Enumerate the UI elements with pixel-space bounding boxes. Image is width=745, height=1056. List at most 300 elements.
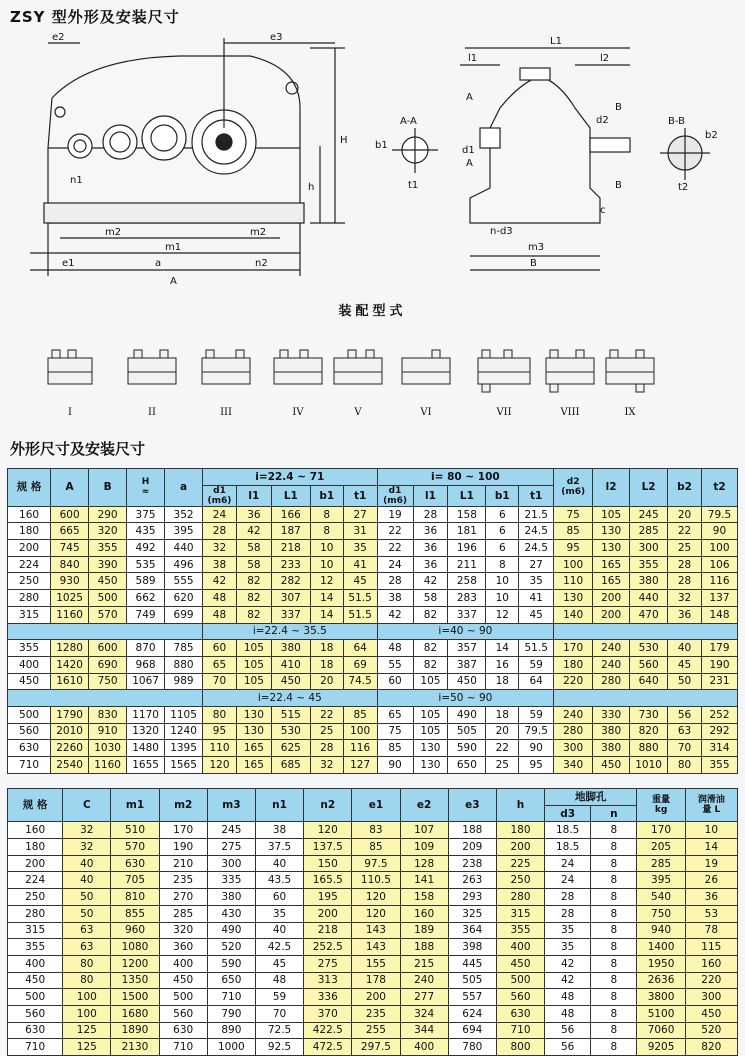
value-cell: 337 [448,606,486,623]
value-cell: 1105 [165,706,203,723]
value-cell: 1240 [165,723,203,740]
value-cell: 18 [486,706,519,723]
table-row [8,955,738,972]
value-cell: 43.5 [255,872,303,889]
value-cell: 42 [545,972,591,989]
value-cell: 107 [400,822,448,839]
value-cell: 35 [545,922,591,939]
value-cell: 59 [519,706,554,723]
value-cell: 190 [701,656,737,673]
value-cell: 75 [554,506,593,523]
value-cell: 395 [165,523,203,540]
value-cell: 283 [448,590,486,607]
value-cell: 60 [255,889,303,906]
value-cell: 211 [448,556,486,573]
value-cell: 150 [304,855,352,872]
value-cell: 28 [545,905,591,922]
value-cell: 60 [377,673,413,690]
value-cell: 130 [593,540,630,557]
value-cell: 235 [159,872,207,889]
spec-cell: 450 [8,673,51,690]
value-cell: 520 [685,1022,737,1039]
value-cell: 940 [637,922,685,939]
value-cell: 324 [400,1005,448,1022]
value-cell: 36 [685,889,737,906]
page-title: ZSY 型外形及安装尺寸 [10,8,180,26]
header-spec: 规 格 [8,469,51,507]
spec-cell: 180 [8,839,63,856]
spec-cell: 500 [8,989,63,1006]
value-cell: 80 [63,972,111,989]
dim-e2: e2 [52,32,65,43]
value-cell: 48 [377,640,413,657]
value-cell: 18 [310,656,343,673]
value-cell: 600 [51,506,89,523]
value-cell: 63 [63,922,111,939]
value-cell: 92.5 [255,1039,303,1056]
value-cell: 105 [413,723,448,740]
header-spec: 规 格 [8,789,63,822]
value-cell: 1680 [111,1005,159,1022]
value-cell: 109 [400,839,448,856]
header-ratio-group-2: i= 80 ~ 100 [377,469,554,486]
value-cell: 3800 [637,989,685,1006]
value-cell: 27 [343,506,377,523]
value-cell: 36 [413,523,448,540]
value-cell: 28 [310,740,343,757]
value-cell: 390 [89,556,127,573]
header-A: A [51,469,89,507]
value-cell: 24.5 [519,540,554,557]
value-cell: 785 [165,640,203,657]
value-cell: 662 [127,590,165,607]
value-cell: 42 [236,523,271,540]
value-cell: 6 [486,506,519,523]
assembly-type-1 [40,338,100,418]
value-cell: 48 [203,590,237,607]
value-cell: 650 [448,757,486,774]
value-cell: 24.5 [519,523,554,540]
value-cell: 1500 [111,989,159,1006]
value-cell: 275 [207,839,255,856]
value-cell: 25 [310,723,343,740]
value-cell: 505 [448,972,496,989]
value-cell: 8 [591,855,637,872]
table-row [8,939,738,956]
spec-cell: 180 [8,523,51,540]
value-cell: 78 [685,922,737,939]
value-cell: 300 [685,989,737,1006]
value-cell: 48 [545,989,591,1006]
value-cell: 450 [448,673,486,690]
value-cell: 200 [352,989,400,1006]
header-d1-tol: (m6) [207,495,232,506]
table-row [8,523,738,540]
value-cell: 41 [519,590,554,607]
value-cell: 280 [593,673,630,690]
value-cell: 120 [352,889,400,906]
value-cell: 97.5 [352,855,400,872]
value-cell: 705 [111,872,159,889]
value-cell: 320 [89,523,127,540]
value-cell: 490 [448,706,486,723]
value-cell: 560 [630,656,668,673]
value-cell: 500 [159,989,207,1006]
value-cell: 18 [310,640,343,657]
value-cell: 285 [637,855,685,872]
dim-d1: d1 [462,145,475,156]
value-cell: 2260 [51,740,89,757]
value-cell: 140 [554,606,593,623]
value-cell: 85 [377,740,413,757]
value-cell: 83 [352,822,400,839]
value-cell: 470 [630,606,668,623]
value-cell: 178 [352,972,400,989]
value-cell: 59 [519,656,554,673]
ratio-group-row [8,690,738,707]
dim-e1: e1 [62,258,75,269]
value-cell: 297.5 [352,1039,400,1056]
value-cell: 435 [127,523,165,540]
value-cell: 8 [591,1022,637,1039]
header-H [127,469,165,507]
assembly-types [40,338,720,418]
value-cell: 45 [519,606,554,623]
value-cell: 500 [89,590,127,607]
value-cell: 51.5 [343,606,377,623]
value-cell: 450 [271,673,310,690]
value-cell: 290 [89,506,127,523]
value-cell: 110 [554,573,593,590]
header-d2-tol: (m6) [561,487,586,498]
header-d2-label: d2 [566,477,580,488]
spec-cell: 710 [8,757,51,774]
value-cell: 170 [637,822,685,839]
value-cell: 410 [271,656,310,673]
table-row [8,556,738,573]
value-cell: 665 [51,523,89,540]
value-cell: 1950 [637,955,685,972]
value-cell: 10 [310,540,343,557]
value-cell: 589 [127,573,165,590]
value-cell: 209 [448,839,496,856]
value-cell: 110.5 [352,872,400,889]
value-cell: 880 [165,656,203,673]
header-H-label: H [141,477,150,488]
spec-cell: 560 [8,723,51,740]
value-cell: 2636 [637,972,685,989]
spec-cell: 500 [8,706,51,723]
value-cell: 6 [486,540,519,557]
value-cell: 263 [448,872,496,889]
value-cell: 355 [89,540,127,557]
value-cell: 220 [554,673,593,690]
value-cell: 48 [203,606,237,623]
value-cell: 340 [554,757,593,774]
value-cell: 82 [236,590,271,607]
value-cell: 1480 [127,740,165,757]
value-cell: 19 [685,855,737,872]
value-cell: 80 [668,757,702,774]
value-cell: 95 [554,540,593,557]
value-cell: 24 [377,556,413,573]
value-cell: 810 [111,889,159,906]
header-b1b: b1 [486,485,519,506]
value-cell: 120 [203,757,237,774]
table-row [8,757,738,774]
value-cell: 380 [630,573,668,590]
table-row [8,839,738,856]
value-cell: 72.5 [255,1022,303,1039]
header-d1b-tol: (m6) [383,495,407,506]
assembly-type-5 [328,338,388,418]
value-cell: 28 [668,573,702,590]
header-d1b [377,485,413,506]
value-cell: 450 [496,955,544,972]
value-cell: 120 [352,905,400,922]
value-cell: 200 [304,905,352,922]
dim-A-down: A [466,158,473,169]
value-cell: 200 [593,590,630,607]
value-cell: 1025 [51,590,89,607]
value-cell: 181 [448,523,486,540]
value-cell: 75 [377,723,413,740]
group-spacer [8,623,203,640]
value-cell: 137.5 [304,839,352,856]
table-row [8,590,738,607]
value-cell: 70 [255,1005,303,1022]
value-cell: 28 [668,556,702,573]
value-cell: 128 [400,855,448,872]
value-cell: 960 [111,922,159,939]
value-cell: 630 [496,1005,544,1022]
header-b2: b2 [668,469,702,507]
value-cell: 8 [591,1039,637,1056]
value-cell: 422.5 [304,1022,352,1039]
value-cell: 12 [486,606,519,623]
value-cell: 165 [236,757,271,774]
value-cell: 189 [400,922,448,939]
value-cell: 282 [271,573,310,590]
value-cell: 125 [63,1022,111,1039]
header-d1-label: d1 [213,485,226,496]
value-cell: 58 [413,590,448,607]
header-e2: e2 [400,789,448,822]
header-L2: L2 [630,469,668,507]
dim-a: a [155,258,162,269]
value-cell: 106 [701,556,737,573]
value-cell: 968 [127,656,165,673]
value-cell: 165.5 [304,872,352,889]
value-cell: 270 [159,889,207,906]
value-cell: 640 [630,673,668,690]
dim-e3: e3 [270,32,283,43]
spec-cell: 280 [8,590,51,607]
spec-cell: 400 [8,656,51,673]
table-row [8,822,738,839]
value-cell: 36 [413,556,448,573]
value-cell: 7060 [637,1022,685,1039]
value-cell: 50 [63,889,111,906]
dim-n2: n2 [255,258,268,269]
value-cell: 64 [519,673,554,690]
value-cell: 315 [496,905,544,922]
value-cell: 355 [701,757,737,774]
header-d1b-label: d1 [388,485,402,496]
value-cell: 125 [63,1039,111,1056]
value-cell: 32 [668,590,702,607]
value-cell: 170 [159,822,207,839]
value-cell: 890 [207,1022,255,1039]
table-row [8,855,738,872]
value-cell: 515 [271,706,310,723]
value-cell: 42.5 [255,939,303,956]
value-cell: 20 [668,506,702,523]
value-cell: 141 [400,872,448,889]
header-l1b: l1 [413,485,448,506]
dim-h: h [308,182,315,193]
value-cell: 440 [165,540,203,557]
value-cell: 280 [496,889,544,906]
header-b1: b1 [310,485,343,506]
value-cell: 5100 [637,1005,685,1022]
value-cell: 520 [207,939,255,956]
value-cell: 35 [545,939,591,956]
value-cell: 210 [159,855,207,872]
value-cell: 24 [203,506,237,523]
value-cell: 6 [486,523,519,540]
value-cell: 337 [271,606,310,623]
value-cell: 14 [310,606,343,623]
value-cell: 625 [271,740,310,757]
value-cell: 450 [89,573,127,590]
value-cell: 188 [400,939,448,956]
header-d3: d3 [545,805,591,822]
header-d1 [203,485,237,506]
value-cell: 630 [111,855,159,872]
value-cell: 42 [203,573,237,590]
value-cell: 130 [413,757,448,774]
value-cell: 179 [701,640,737,657]
value-cell: 100 [701,540,737,557]
spec-cell: 450 [8,972,63,989]
header-t2: t2 [701,469,737,507]
spec-cell: 160 [8,822,63,839]
value-cell: 380 [593,740,630,757]
value-cell: 989 [165,673,203,690]
value-cell: 8 [591,822,637,839]
value-cell: 53 [685,905,737,922]
table-row [8,706,738,723]
value-cell: 79.5 [701,506,737,523]
value-cell: 2540 [51,757,89,774]
header-weight-unit: kg [654,805,668,816]
value-cell: 1000 [207,1039,255,1056]
header-m1: m1 [111,789,159,822]
spec-cell: 224 [8,872,63,889]
assembly-type-3 [196,338,256,418]
value-cell: 12 [310,573,343,590]
header-e3: e3 [448,789,496,822]
value-cell: 749 [127,606,165,623]
value-cell: 855 [111,905,159,922]
value-cell: 50 [668,673,702,690]
value-cell: 45 [255,955,303,972]
group-spacer [8,690,203,707]
value-cell: 35 [343,540,377,557]
value-cell: 1030 [89,740,127,757]
value-cell: 1610 [51,673,89,690]
value-cell: 277 [400,989,448,1006]
value-cell: 313 [304,972,352,989]
value-cell: 51.5 [519,640,554,657]
header-t1b: t1 [519,485,554,506]
value-cell: 330 [593,706,630,723]
value-cell: 1170 [127,706,165,723]
value-cell: 105 [236,656,271,673]
value-cell: 1160 [89,757,127,774]
value-cell: 300 [630,540,668,557]
value-cell: 42 [545,955,591,972]
value-cell: 1320 [127,723,165,740]
header-l1: l1 [236,485,271,506]
value-cell: 105 [593,506,630,523]
value-cell: 32 [63,822,111,839]
value-cell: 60 [203,640,237,657]
value-cell: 165 [593,556,630,573]
value-cell: 200 [593,606,630,623]
value-cell: 65 [203,656,237,673]
value-cell: 155 [352,955,400,972]
value-cell: 8 [591,839,637,856]
value-cell: 40 [668,640,702,657]
value-cell: 105 [413,673,448,690]
value-cell: 357 [448,640,486,657]
value-cell: 800 [496,1039,544,1056]
value-cell: 90 [377,757,413,774]
value-cell: 56 [545,1039,591,1056]
value-cell: 37.5 [255,839,303,856]
header-weight [637,789,685,822]
value-cell: 880 [630,740,668,757]
header-oil-label: 润滑油 [697,795,725,806]
value-cell: 240 [593,656,630,673]
value-cell: 38 [377,590,413,607]
value-cell: 80 [203,706,237,723]
value-cell: 27 [519,556,554,573]
value-cell: 472.5 [304,1039,352,1056]
spec-cell: 200 [8,540,51,557]
value-cell: 1080 [111,939,159,956]
value-cell: 530 [630,640,668,657]
value-cell: 307 [271,590,310,607]
value-cell: 245 [630,506,668,523]
value-cell: 70 [203,673,237,690]
ratio-group-label: i=22.4 ~ 35.5 [203,623,378,640]
value-cell: 320 [159,922,207,939]
value-cell: 41 [343,556,377,573]
value-cell: 80 [63,955,111,972]
value-cell: 387 [448,656,486,673]
value-cell: 1565 [165,757,203,774]
table-row [8,905,738,922]
spec-cell: 160 [8,506,51,523]
value-cell: 400 [159,955,207,972]
assembly-title: 装配型式 [338,304,407,319]
value-cell: 750 [89,673,127,690]
value-cell: 48 [545,1005,591,1022]
table-row [8,606,738,623]
